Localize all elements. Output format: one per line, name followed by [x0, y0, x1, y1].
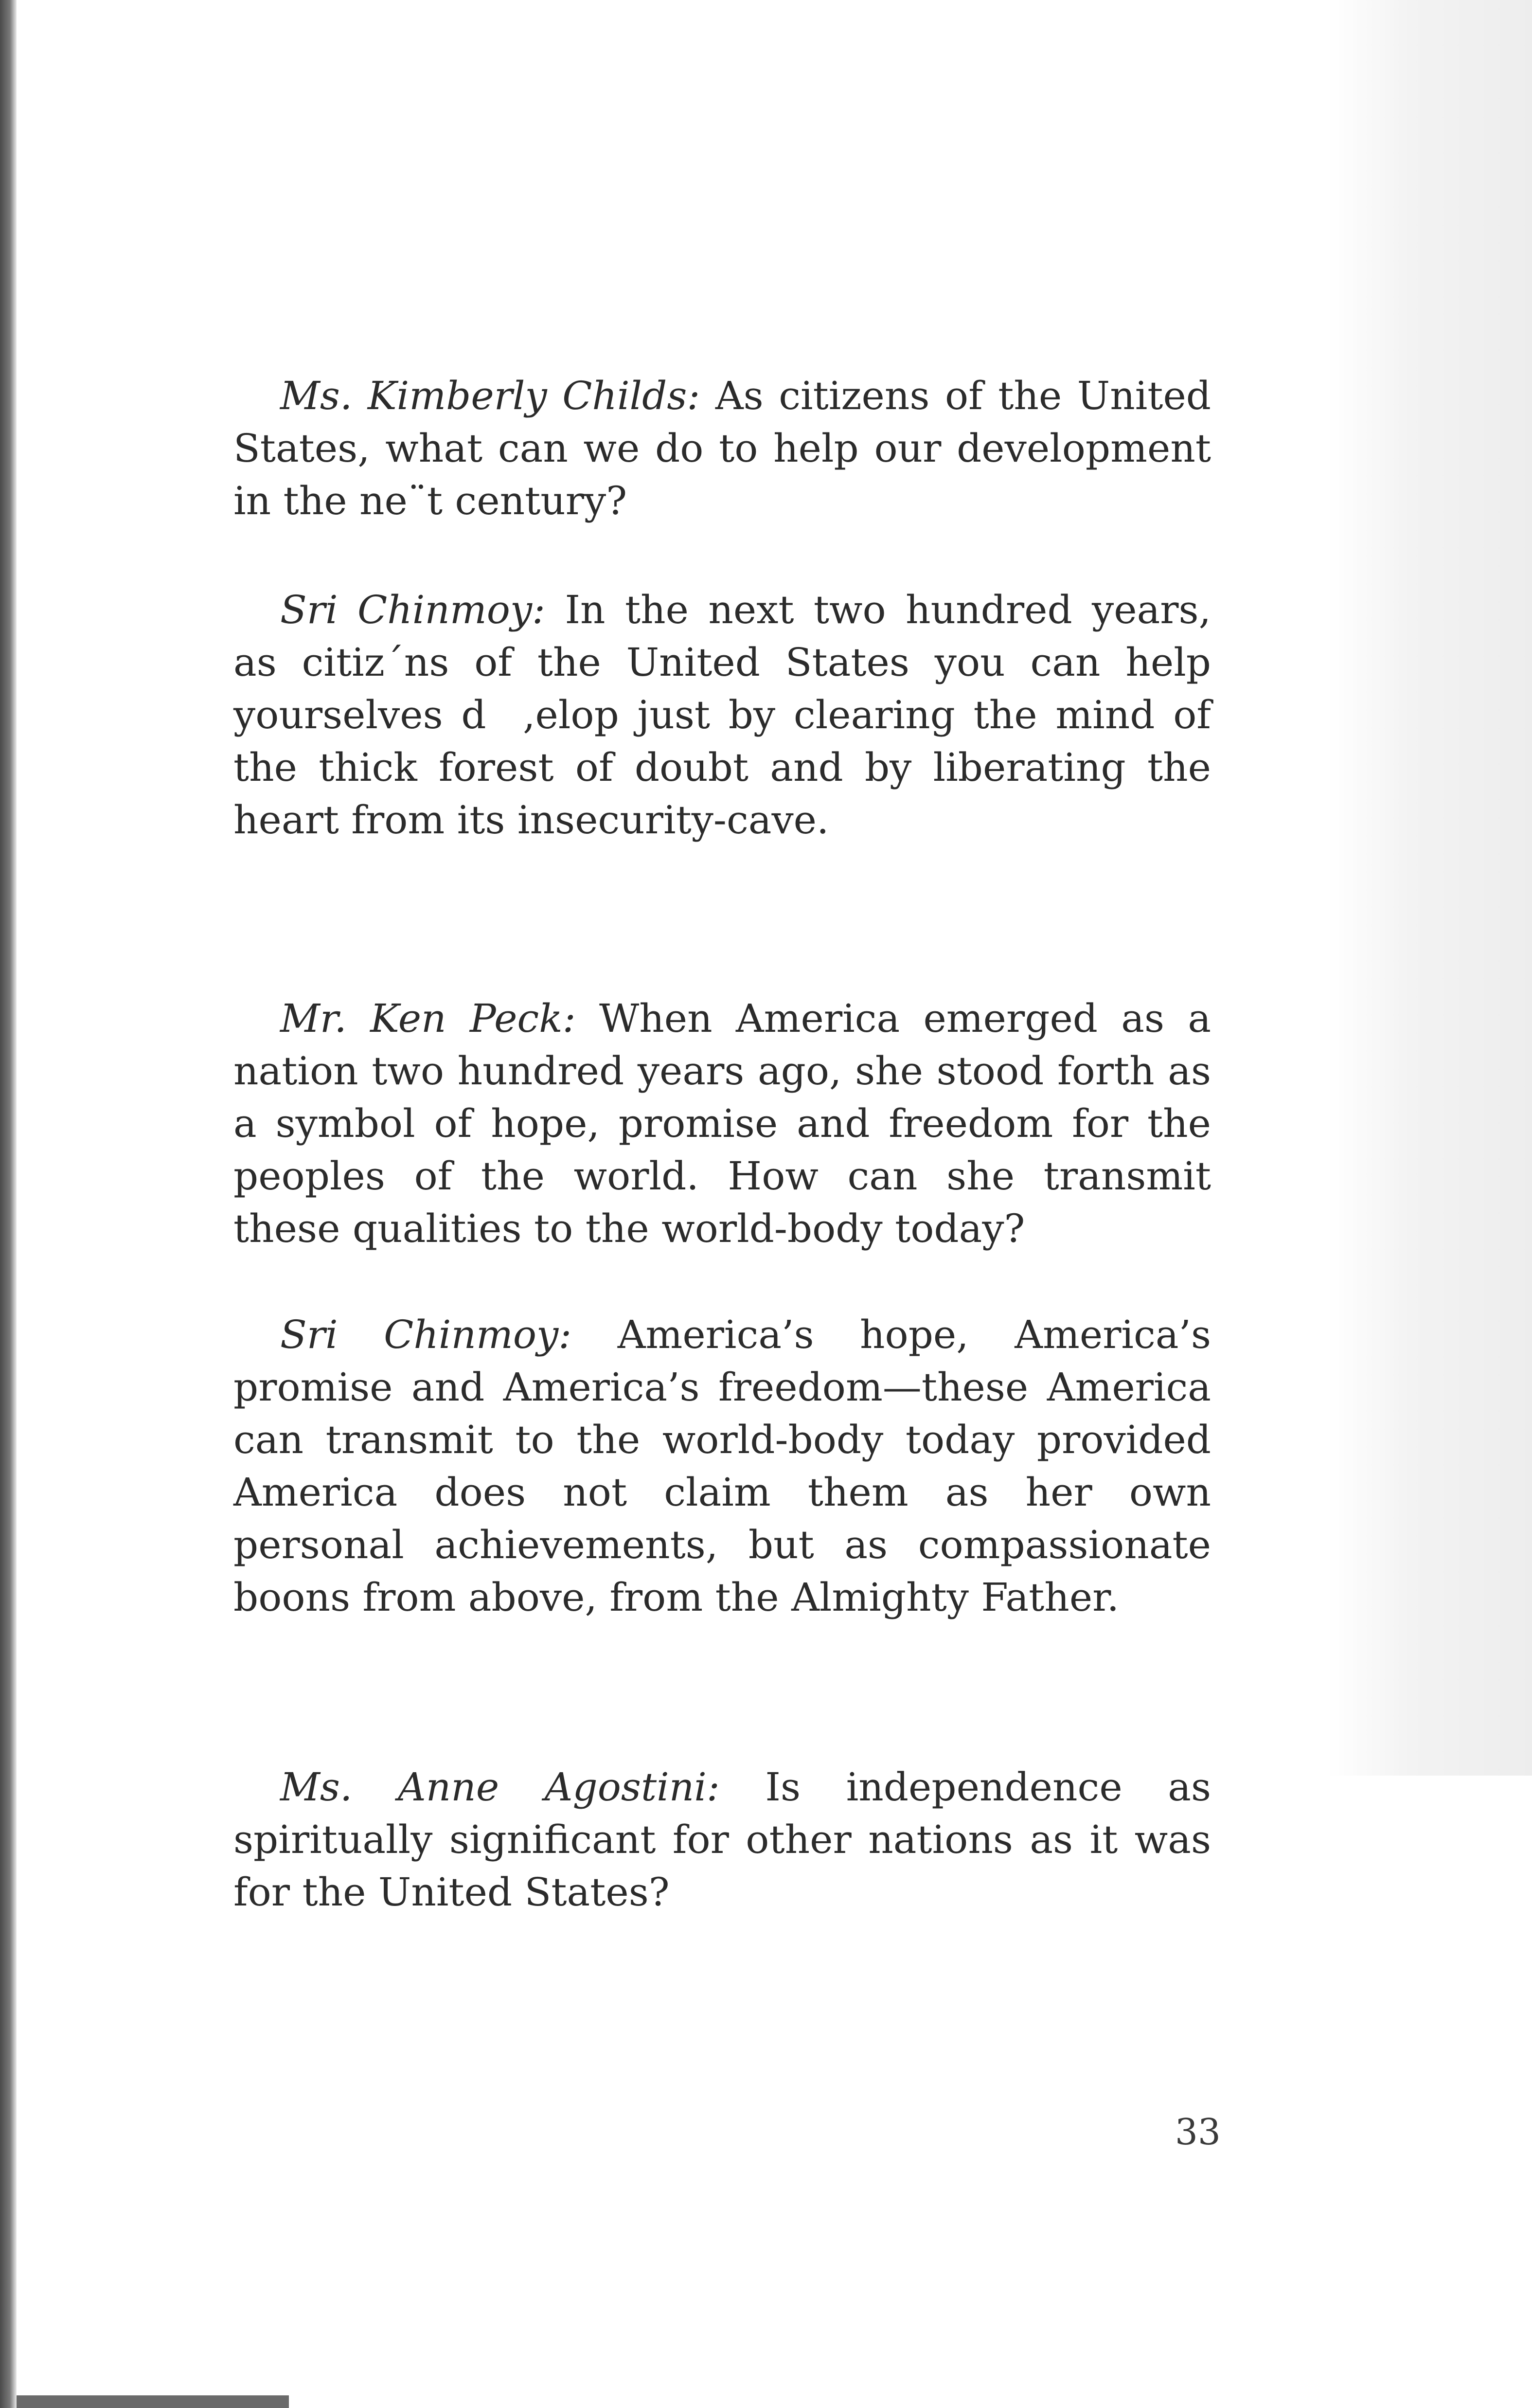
answer-text: America’s hope, America’s promise and America’s freedom—these America can transmit to the world-body today provided America does not claim them as her own personal achievements, but as compassionate boons from above, from the Almighty Father. [233, 1312, 1211, 1620]
speaker-name: Mr. Ken Peck: [280, 996, 576, 1041]
speaker-name: Ms. Kimberly Childs: [280, 373, 700, 418]
question-text: When America emerged as a nation two hundred years ago, she stood forth as a symbol of hope, promise and freedom for the peoples of the world. How can she transmit these qualities to the world-body today? [233, 996, 1211, 1251]
speaker-name: Ms. Anne Agostini: [280, 1764, 720, 1810]
answer-text: In the next two hundred years, as citiz´ns of the United States you can help yourselves d ,elop just by clearing the mind of the thick forest of doubt and by liberating the heart from its insecurity-cave. [233, 587, 1211, 843]
question-kimberly-childs [233, 370, 1211, 527]
question-text: As citizens of the United States, what can we do to help our development in the ne¨t century? [233, 373, 1211, 523]
question-text: Is independence as spiritually significant for other nations as it was for the United States? [233, 1764, 1211, 1915]
question-ken-peck [233, 992, 1211, 1255]
page-number: 33 [1175, 2111, 1221, 2153]
speaker-name: Sri Chinmoy: [280, 587, 546, 632]
question-anne-agostini [233, 1761, 1211, 1919]
answer-sri-chinmoy-1 [233, 584, 1211, 846]
speaker-name: Sri Chinmoy: [280, 1312, 572, 1357]
answer-sri-chinmoy-2 [233, 1309, 1211, 1624]
